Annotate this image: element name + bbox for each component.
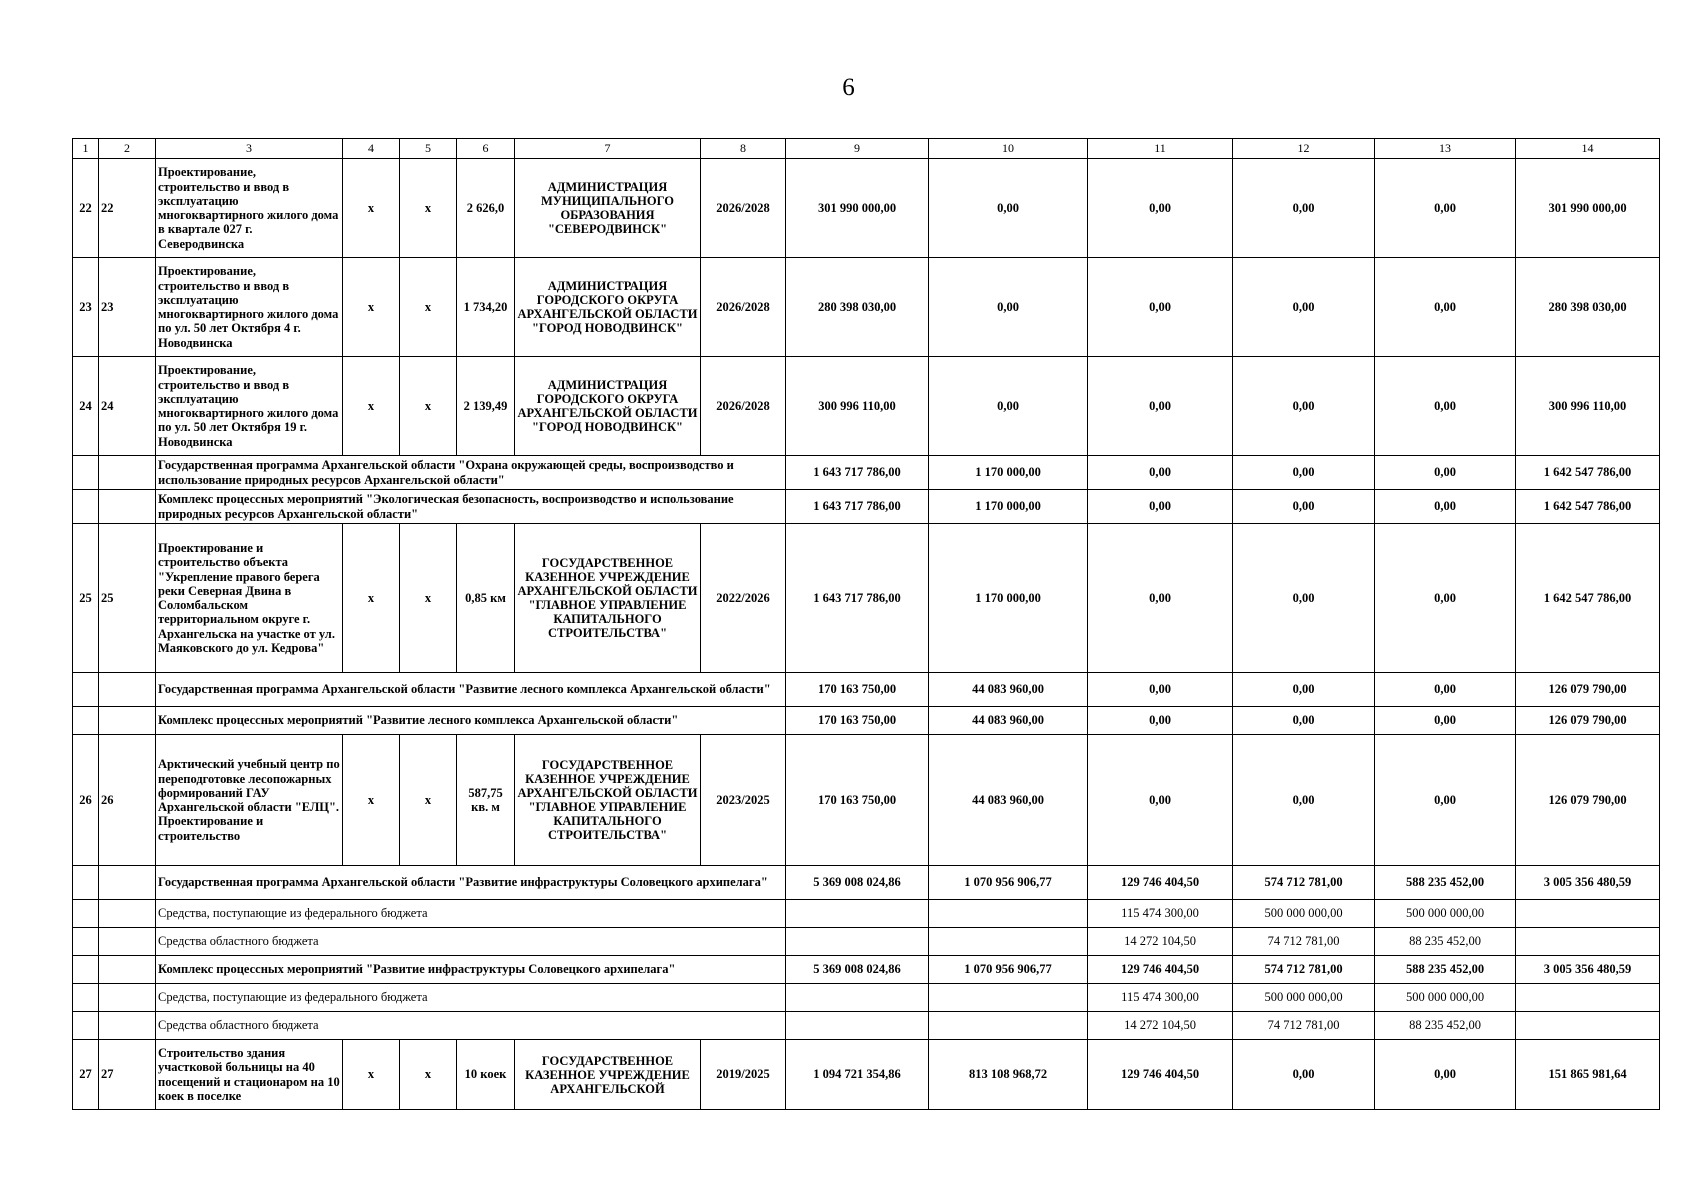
amount-v11: 129 746 404,50 <box>1088 1040 1233 1110</box>
amount-v10: 1 170 000,00 <box>929 490 1088 524</box>
empty-cell <box>73 707 99 735</box>
amount-v11: 0,00 <box>1088 735 1233 866</box>
amount-v12: 574 712 781,00 <box>1233 866 1375 900</box>
column-5-value: х <box>400 735 457 866</box>
amount-v13: 0,00 <box>1375 159 1516 258</box>
amount-v9 <box>786 900 929 928</box>
header-cell: 4 <box>343 139 400 159</box>
column-4-value: х <box>343 1040 400 1110</box>
object-row <box>73 258 1660 357</box>
funding-source-row <box>73 1012 1660 1040</box>
amount-v14: 300 996 110,00 <box>1516 357 1660 456</box>
funding-source-title: Средства, поступающие из федерального бюджета <box>156 900 786 928</box>
amount-v14: 3 005 356 480,59 <box>1516 866 1660 900</box>
program-row <box>73 673 1660 707</box>
row-index: 25 <box>73 524 99 673</box>
object-name: Строительство здания участковой больницы на 40 посещений и стационаром на 10 коек в поселке <box>156 1040 343 1110</box>
empty-cell <box>99 866 156 900</box>
capacity-value: 587,75 кв. м <box>457 735 515 866</box>
amount-v10: 0,00 <box>929 159 1088 258</box>
program-title: Комплекс процессных мероприятий "Развитие лесного комплекса Архангельской области" <box>156 707 786 735</box>
amount-v14 <box>1516 928 1660 956</box>
row-index: 27 <box>73 1040 99 1110</box>
amount-v10: 813 108 968,72 <box>929 1040 1088 1110</box>
amount-v10: 44 083 960,00 <box>929 735 1088 866</box>
amount-v11: 0,00 <box>1088 258 1233 357</box>
amount-v14: 126 079 790,00 <box>1516 673 1660 707</box>
program-row <box>73 490 1660 524</box>
amount-v13: 0,00 <box>1375 1040 1516 1110</box>
object-row <box>73 735 1660 866</box>
header-cell: 5 <box>400 139 457 159</box>
amount-v9: 1 643 717 786,00 <box>786 524 929 673</box>
empty-cell <box>99 928 156 956</box>
amount-v10: 1 170 000,00 <box>929 456 1088 490</box>
amount-v11: 129 746 404,50 <box>1088 956 1233 984</box>
amount-v14: 3 005 356 480,59 <box>1516 956 1660 984</box>
program-row <box>73 866 1660 900</box>
object-name: Проектирование, строительство и ввод в эксплуатацию многоквартирного жилого дома в квартале 027 г. Северодвинска <box>156 159 343 258</box>
empty-cell <box>99 456 156 490</box>
amount-v10 <box>929 1012 1088 1040</box>
amount-v14: 126 079 790,00 <box>1516 735 1660 866</box>
amount-v13: 0,00 <box>1375 735 1516 866</box>
program-title: Комплекс процессных мероприятий "Развитие инфраструктуры Соловецкого архипелага" <box>156 956 786 984</box>
amount-v11: 115 474 300,00 <box>1088 900 1233 928</box>
amount-v13: 0,00 <box>1375 524 1516 673</box>
column-5-value: х <box>400 258 457 357</box>
amount-v13: 588 235 452,00 <box>1375 866 1516 900</box>
header-cell: 1 <box>73 139 99 159</box>
amount-v11: 0,00 <box>1088 456 1233 490</box>
amount-v9 <box>786 928 929 956</box>
amount-v10: 1 070 956 906,77 <box>929 956 1088 984</box>
amount-v11: 0,00 <box>1088 707 1233 735</box>
responsible-organization: ГОСУДАРСТВЕННОЕ КАЗЕННОЕ УЧРЕЖДЕНИЕ АРХАНГЕЛЬСКОЙ ОБЛАСТИ "ГЛАВНОЕ УПРАВЛЕНИЕ КАПИТАЛЬНОГО СТРОИТЕЛЬСТВА" <box>515 735 701 866</box>
object-number: 26 <box>99 735 156 866</box>
amount-v13: 0,00 <box>1375 456 1516 490</box>
period-value: 2026/2028 <box>701 159 786 258</box>
amount-v12: 0,00 <box>1233 159 1375 258</box>
object-number: 24 <box>99 357 156 456</box>
amount-v9: 5 369 008 024,86 <box>786 866 929 900</box>
amount-v11: 0,00 <box>1088 357 1233 456</box>
header-cell: 8 <box>701 139 786 159</box>
amount-v13: 0,00 <box>1375 707 1516 735</box>
empty-cell <box>99 900 156 928</box>
empty-cell <box>73 490 99 524</box>
object-name: Проектирование, строительство и ввод в эксплуатацию многоквартирного жилого дома по ул. 50 лет Октября 19 г. Новодвинска <box>156 357 343 456</box>
amount-v13: 0,00 <box>1375 673 1516 707</box>
amount-v14: 1 642 547 786,00 <box>1516 524 1660 673</box>
responsible-organization: АДМИНИСТРАЦИЯ ГОРОДСКОГО ОКРУГА АРХАНГЕЛЬСКОЙ ОБЛАСТИ "ГОРОД НОВОДВИНСК" <box>515 258 701 357</box>
empty-cell <box>73 673 99 707</box>
object-row <box>73 357 1660 456</box>
amount-v9: 1 643 717 786,00 <box>786 490 929 524</box>
empty-cell <box>99 673 156 707</box>
amount-v9 <box>786 1012 929 1040</box>
header-cell: 10 <box>929 139 1088 159</box>
funding-source-title: Средства областного бюджета <box>156 1012 786 1040</box>
funding-source-row <box>73 928 1660 956</box>
empty-cell <box>99 956 156 984</box>
amount-v12: 0,00 <box>1233 490 1375 524</box>
amount-v10: 44 083 960,00 <box>929 673 1088 707</box>
amount-v12: 0,00 <box>1233 357 1375 456</box>
amount-v14: 301 990 000,00 <box>1516 159 1660 258</box>
program-row <box>73 956 1660 984</box>
object-number: 25 <box>99 524 156 673</box>
object-row <box>73 159 1660 258</box>
amount-v14: 151 865 981,64 <box>1516 1040 1660 1110</box>
column-4-value: х <box>343 357 400 456</box>
amount-v14: 1 642 547 786,00 <box>1516 456 1660 490</box>
amount-v12: 500 000 000,00 <box>1233 900 1375 928</box>
period-value: 2026/2028 <box>701 357 786 456</box>
object-name: Проектирование и строительство объекта "Укрепление правого берега реки Северная Двина в Соломбальском территориальном округе г. Архангельска на участке от ул. Маяковского до ул. Кедрова" <box>156 524 343 673</box>
amount-v13: 88 235 452,00 <box>1375 1012 1516 1040</box>
empty-cell <box>73 956 99 984</box>
amount-v11: 129 746 404,50 <box>1088 866 1233 900</box>
header-cell: 6 <box>457 139 515 159</box>
row-index: 22 <box>73 159 99 258</box>
capacity-value: 2 139,49 <box>457 357 515 456</box>
responsible-organization: ГОСУДАРСТВЕННОЕ КАЗЕННОЕ УЧРЕЖДЕНИЕ АРХАНГЕЛЬСКОЙ <box>515 1040 701 1110</box>
empty-cell <box>73 984 99 1012</box>
row-index: 24 <box>73 357 99 456</box>
amount-v12: 0,00 <box>1233 735 1375 866</box>
capacity-value: 2 626,0 <box>457 159 515 258</box>
amount-v10 <box>929 900 1088 928</box>
empty-cell <box>99 490 156 524</box>
column-4-value: х <box>343 159 400 258</box>
column-4-value: х <box>343 524 400 673</box>
empty-cell <box>99 1012 156 1040</box>
column-4-value: х <box>343 735 400 866</box>
header-cell: 12 <box>1233 139 1375 159</box>
amount-v14: 126 079 790,00 <box>1516 707 1660 735</box>
row-index: 23 <box>73 258 99 357</box>
empty-cell <box>73 1012 99 1040</box>
period-value: 2026/2028 <box>701 258 786 357</box>
amount-v12: 0,00 <box>1233 673 1375 707</box>
amount-v13: 500 000 000,00 <box>1375 984 1516 1012</box>
amount-v12: 74 712 781,00 <box>1233 1012 1375 1040</box>
amount-v9: 170 163 750,00 <box>786 735 929 866</box>
funding-source-row <box>73 900 1660 928</box>
amount-v12: 574 712 781,00 <box>1233 956 1375 984</box>
empty-cell <box>73 900 99 928</box>
amount-v11: 0,00 <box>1088 159 1233 258</box>
header-cell: 13 <box>1375 139 1516 159</box>
period-value: 2019/2025 <box>701 1040 786 1110</box>
amount-v12: 0,00 <box>1233 524 1375 673</box>
column-number-header <box>73 139 1660 159</box>
empty-cell <box>73 928 99 956</box>
amount-v9: 5 369 008 024,86 <box>786 956 929 984</box>
object-name: Проектирование, строительство и ввод в эксплуатацию многоквартирного жилого дома по ул. 50 лет Октября 4 г. Новодвинска <box>156 258 343 357</box>
amount-v10: 44 083 960,00 <box>929 707 1088 735</box>
amount-v9: 1 094 721 354,86 <box>786 1040 929 1110</box>
amount-v13: 500 000 000,00 <box>1375 900 1516 928</box>
funding-source-row <box>73 984 1660 1012</box>
amount-v10 <box>929 984 1088 1012</box>
capacity-value: 10 коек <box>457 1040 515 1110</box>
amount-v13: 0,00 <box>1375 490 1516 524</box>
header-cell: 3 <box>156 139 343 159</box>
amount-v10: 1 170 000,00 <box>929 524 1088 673</box>
amount-v12: 0,00 <box>1233 1040 1375 1110</box>
object-name: Арктический учебный центр по переподготовке лесопожарных формирований ГАУ Архангельской области "ЕЛЦ". Проектирование и строительство <box>156 735 343 866</box>
responsible-organization: АДМИНИСТРАЦИЯ ГОРОДСКОГО ОКРУГА АРХАНГЕЛЬСКОЙ ОБЛАСТИ "ГОРОД НОВОДВИНСК" <box>515 357 701 456</box>
amount-v9: 300 996 110,00 <box>786 357 929 456</box>
amount-v11: 0,00 <box>1088 490 1233 524</box>
object-row <box>73 524 1660 673</box>
responsible-organization: ГОСУДАРСТВЕННОЕ КАЗЕННОЕ УЧРЕЖДЕНИЕ АРХАНГЕЛЬСКОЙ ОБЛАСТИ "ГЛАВНОЕ УПРАВЛЕНИЕ КАПИТАЛЬНОГО СТРОИТЕЛЬСТВА" <box>515 524 701 673</box>
object-number: 23 <box>99 258 156 357</box>
responsible-organization: АДМИНИСТРАЦИЯ МУНИЦИПАЛЬНОГО ОБРАЗОВАНИЯ "СЕВЕРОДВИНСК" <box>515 159 701 258</box>
period-value: 2023/2025 <box>701 735 786 866</box>
amount-v13: 0,00 <box>1375 258 1516 357</box>
header-cell: 14 <box>1516 139 1660 159</box>
amount-v11: 0,00 <box>1088 524 1233 673</box>
amount-v13: 88 235 452,00 <box>1375 928 1516 956</box>
amount-v14 <box>1516 900 1660 928</box>
amount-v10: 1 070 956 906,77 <box>929 866 1088 900</box>
amount-v9: 280 398 030,00 <box>786 258 929 357</box>
amount-v11: 0,00 <box>1088 673 1233 707</box>
amount-v11: 14 272 104,50 <box>1088 1012 1233 1040</box>
capacity-value: 0,85 км <box>457 524 515 673</box>
header-cell: 11 <box>1088 139 1233 159</box>
column-5-value: х <box>400 357 457 456</box>
empty-cell <box>99 984 156 1012</box>
amount-v11: 14 272 104,50 <box>1088 928 1233 956</box>
amount-v12: 500 000 000,00 <box>1233 984 1375 1012</box>
amount-v13: 588 235 452,00 <box>1375 956 1516 984</box>
program-title: Государственная программа Архангельской области "Развитие инфраструктуры Соловецкого архипелага" <box>156 866 786 900</box>
row-index: 26 <box>73 735 99 866</box>
amount-v10: 0,00 <box>929 357 1088 456</box>
amount-v14 <box>1516 1012 1660 1040</box>
budget-table <box>72 138 1660 1110</box>
amount-v9: 301 990 000,00 <box>786 159 929 258</box>
amount-v12: 0,00 <box>1233 456 1375 490</box>
object-row <box>73 1040 1660 1110</box>
object-number: 22 <box>99 159 156 258</box>
column-5-value: х <box>400 159 457 258</box>
column-4-value: х <box>343 258 400 357</box>
amount-v10 <box>929 928 1088 956</box>
amount-v12: 0,00 <box>1233 258 1375 357</box>
amount-v12: 74 712 781,00 <box>1233 928 1375 956</box>
funding-source-title: Средства областного бюджета <box>156 928 786 956</box>
empty-cell <box>73 456 99 490</box>
amount-v13: 0,00 <box>1375 357 1516 456</box>
amount-v14: 1 642 547 786,00 <box>1516 490 1660 524</box>
program-row <box>73 707 1660 735</box>
object-number: 27 <box>99 1040 156 1110</box>
column-5-value: х <box>400 524 457 673</box>
empty-cell <box>99 707 156 735</box>
capacity-value: 1 734,20 <box>457 258 515 357</box>
amount-v9: 170 163 750,00 <box>786 707 929 735</box>
amount-v14: 280 398 030,00 <box>1516 258 1660 357</box>
page-number: 6 <box>842 74 855 101</box>
program-title: Государственная программа Архангельской области "Охрана окружающей среды, воспроизводство и использование природных ресурсов Архангельской области" <box>156 456 786 490</box>
column-5-value: х <box>400 1040 457 1110</box>
empty-cell <box>73 866 99 900</box>
program-title: Государственная программа Архангельской области "Развитие лесного комплекса Архангельской области" <box>156 673 786 707</box>
header-cell: 2 <box>99 139 156 159</box>
header-cell: 7 <box>515 139 701 159</box>
amount-v12: 0,00 <box>1233 707 1375 735</box>
amount-v9 <box>786 984 929 1012</box>
amount-v11: 115 474 300,00 <box>1088 984 1233 1012</box>
amount-v10: 0,00 <box>929 258 1088 357</box>
program-row <box>73 456 1660 490</box>
header-cell: 9 <box>786 139 929 159</box>
amount-v9: 1 643 717 786,00 <box>786 456 929 490</box>
period-value: 2022/2026 <box>701 524 786 673</box>
amount-v9: 170 163 750,00 <box>786 673 929 707</box>
amount-v14 <box>1516 984 1660 1012</box>
program-title: Комплекс процессных мероприятий "Экологическая безопасность, воспроизводство и использование природных ресурсов Архангельской области" <box>156 490 786 524</box>
funding-source-title: Средства, поступающие из федерального бюджета <box>156 984 786 1012</box>
